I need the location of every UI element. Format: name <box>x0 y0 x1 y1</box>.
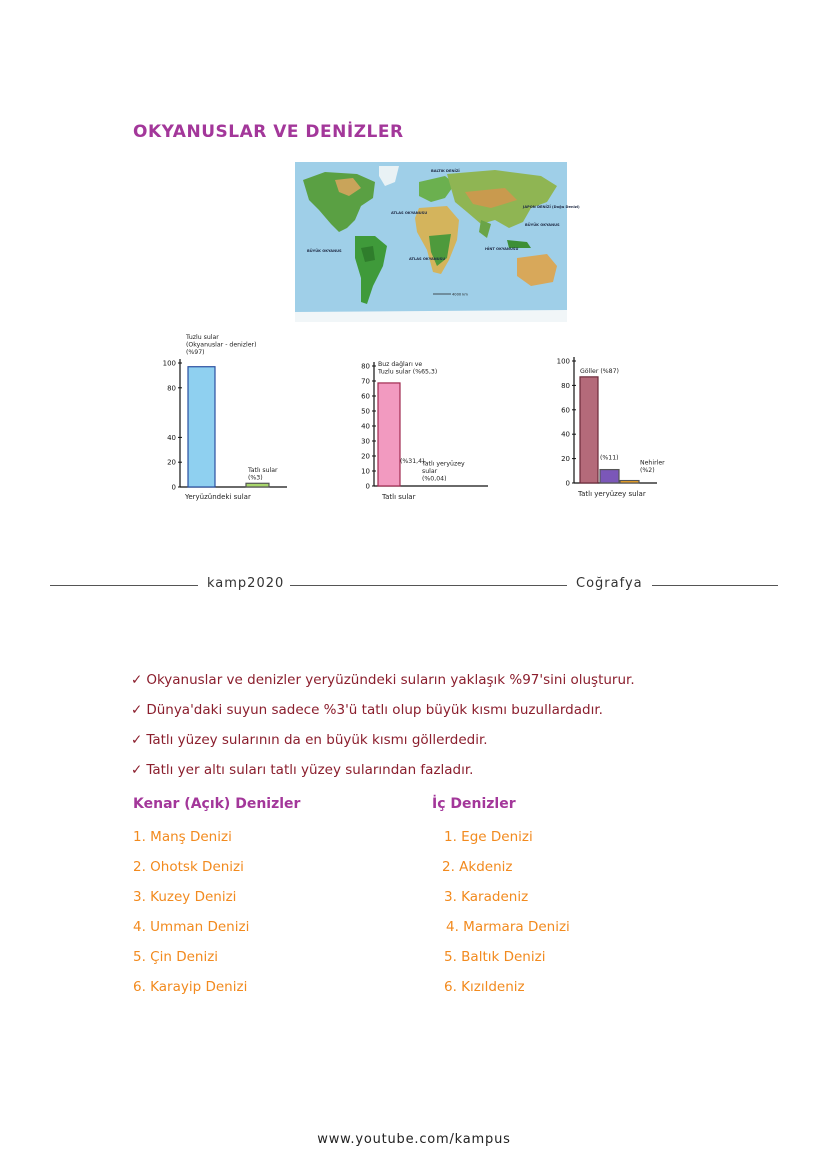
fact-item: ✓ Tatlı yüzey sularının da en büyük kısmı göllerdedir. <box>131 732 488 748</box>
map-label-pacific-east: BÜYÜK OKYANUS <box>525 223 560 227</box>
y-tick-label: 80 <box>167 384 176 393</box>
fact-item: ✓ Okyanuslar ve denizler yeryüzündeki suların yaklaşık %97'sini oluşturur. <box>131 672 635 688</box>
divider-line-right <box>652 585 778 586</box>
list-item: 4. Marmara Denizi <box>446 919 570 935</box>
list-item: 6. Kızıldeniz <box>444 979 525 995</box>
bar-label: (%11) <box>600 454 619 462</box>
section-divider <box>50 576 778 594</box>
list-item: 4. Umman Denizi <box>133 919 250 935</box>
y-tick-label: 60 <box>361 392 370 401</box>
bar <box>378 383 400 486</box>
bar <box>580 377 598 483</box>
check-icon: ✓ <box>131 702 143 718</box>
y-tick-label: 20 <box>561 455 570 464</box>
ic-denizler-list <box>432 796 570 1006</box>
list-item: 2. Akdeniz <box>442 859 513 875</box>
fact-item: ✓ Tatlı yer altı suları tatlı yüzey sularından fazladır. <box>131 762 474 778</box>
list-item: 3. Kuzey Denizi <box>133 889 237 905</box>
y-tick-label: 80 <box>561 381 570 390</box>
bar-label: (%31,4) <box>400 457 425 465</box>
y-tick-label: 40 <box>167 433 176 442</box>
y-tick-label: 20 <box>361 452 370 461</box>
y-tick-label: 0 <box>171 483 176 492</box>
list-item: 6. Karayip Denizi <box>133 979 248 995</box>
chart-tatli-yeryuzey-sular <box>550 355 675 503</box>
y-tick-label: 0 <box>365 482 370 491</box>
page-title: OKYANUSLAR VE DENİZLER <box>133 122 404 142</box>
bar <box>600 470 619 483</box>
divider-line-left <box>50 585 198 586</box>
bar-label: Tuzlu sular (%65,3) <box>378 368 438 376</box>
ic-denizler-title: İç Denizler <box>432 796 516 812</box>
map-label-pacific-west: BÜYÜK OKYANUS <box>307 249 342 253</box>
bar-label: (%97) <box>186 349 205 356</box>
bar-label: Buz dağları ve <box>378 361 423 368</box>
y-tick-label: 80 <box>361 362 370 371</box>
y-tick-label: 50 <box>361 407 370 416</box>
bar-label: Tatlı yeryüzey <box>422 460 465 468</box>
map-label-atlantic-south: ATLAS OKYANUSU <box>409 257 446 261</box>
list-item: 1. Ege Denizi <box>444 829 533 845</box>
y-tick-label: 60 <box>561 406 570 415</box>
y-tick-label: 10 <box>361 467 370 476</box>
bar-label: (Okyanuslar - denizler) <box>186 341 257 349</box>
bar <box>188 367 215 487</box>
y-tick-label: 100 <box>162 359 176 368</box>
bar-label: sular <box>422 468 438 475</box>
bar-label: (%0,04) <box>422 475 447 483</box>
list-item: 5. Çin Denizi <box>133 949 219 965</box>
bar-label: Tatlı sular <box>248 466 278 474</box>
y-tick-label: 100 <box>556 357 570 366</box>
map-antarctica <box>295 310 567 322</box>
divider-label-subject: Coğrafya <box>576 576 643 591</box>
y-tick-label: 20 <box>167 458 176 467</box>
list-item: 1. Manş Denizi <box>133 829 232 845</box>
bar-label: Tuzlu sular <box>186 334 219 341</box>
y-tick-label: 70 <box>361 377 370 386</box>
x-axis-label: Tatlı yeryüzey sular <box>578 490 646 498</box>
y-tick-label: 0 <box>565 479 570 488</box>
bar-label: (%3) <box>248 474 263 482</box>
y-tick-label: 40 <box>361 422 370 431</box>
svg-text:4000 km: 4000 km <box>452 292 468 297</box>
facts-list <box>131 670 635 790</box>
bar <box>246 483 269 487</box>
check-icon: ✓ <box>131 732 143 748</box>
bar <box>620 481 639 483</box>
bar-label: (%2) <box>640 467 655 475</box>
kenar-denizler-list <box>133 796 300 1006</box>
map-label-atlantic-north: ATLAS OKYANUSU <box>391 211 428 215</box>
fact-item: ✓ Dünya'daki suyun sadece %3'ü tatlı olup büyük kısmı buzullardadır. <box>131 702 603 718</box>
map-label-baltic: BALTIK DENİZİ <box>431 169 460 173</box>
list-item: 2. Ohotsk Denizi <box>133 859 244 875</box>
footer-url: www.youtube.com/kampus <box>317 1132 511 1147</box>
bar-label: Göller (%87) <box>580 367 619 375</box>
y-tick-label: 30 <box>361 437 370 446</box>
list-item: 5. Baltık Denizi <box>444 949 546 965</box>
map-label-indian: HİNT OKYANUSU <box>485 247 519 251</box>
check-icon: ✓ <box>131 672 143 688</box>
x-axis-label: Tatlı sular <box>382 493 416 501</box>
divider-line-middle <box>290 585 567 586</box>
y-tick-label: 40 <box>561 430 570 439</box>
chart-tatli-sular <box>350 358 490 504</box>
check-icon: ✓ <box>131 762 143 778</box>
list-item: 3. Karadeniz <box>444 889 529 905</box>
kenar-denizler-title: Kenar (Açık) Denizler <box>133 796 301 812</box>
chart-yeryuzundeki-sular <box>150 335 285 505</box>
x-axis-label: Yeryüzündeki sular <box>185 493 251 501</box>
map-label-japan-sea: JAPON DENİZİ (Doğu Denizi) <box>523 205 580 209</box>
bar-label: Nehirler <box>640 459 665 467</box>
divider-label-kamp: kamp2020 <box>207 576 285 591</box>
world-map <box>295 162 580 322</box>
